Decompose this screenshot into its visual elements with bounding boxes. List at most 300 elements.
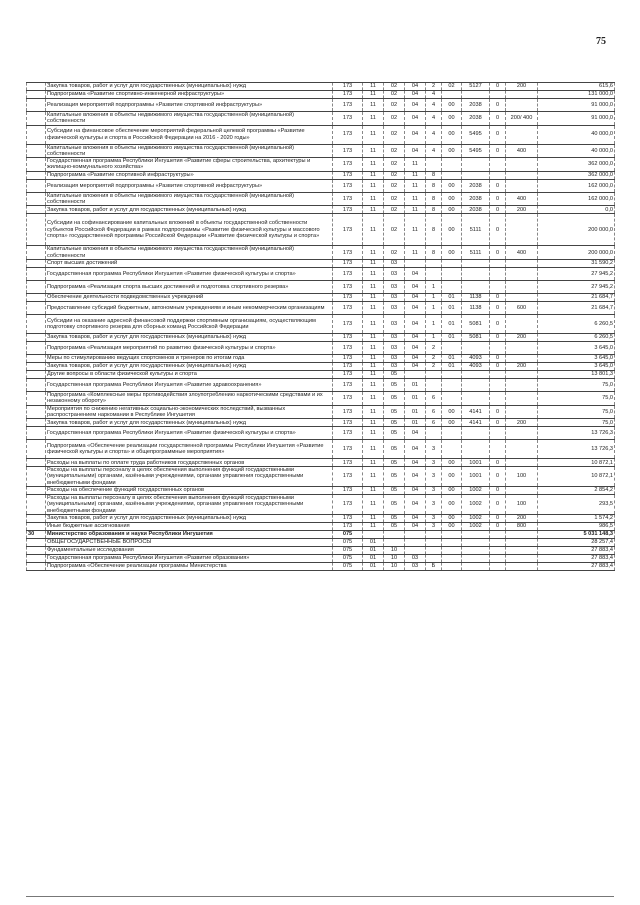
code-ministry: 173 xyxy=(333,427,363,440)
code-program: 04 xyxy=(405,144,426,158)
table-row xyxy=(27,514,615,522)
row-number xyxy=(27,538,46,546)
code-ministry: 173 xyxy=(333,214,363,246)
code-expense-type xyxy=(506,99,538,112)
row-amount: 162 000,0 xyxy=(538,179,615,192)
code-expense-type xyxy=(506,214,538,246)
row-amount: 10 872,1 xyxy=(538,459,615,467)
row-name: Обеспечение деятельности подведомственных учреждений xyxy=(46,293,333,301)
code-ministry: 173 xyxy=(333,246,363,260)
row-number xyxy=(27,158,46,172)
row-name: Капитальные вложения в объекты недвижимого имущества государственной (муниципальной) собственности xyxy=(46,112,333,126)
code-measure xyxy=(442,378,462,391)
code-direction: 2038 xyxy=(462,99,490,112)
code-expense-type: 100 xyxy=(506,495,538,515)
row-amount: 3 645,0 xyxy=(538,354,615,362)
code-ministry: 173 xyxy=(333,293,363,301)
row-amount: 40 000,0 xyxy=(538,144,615,158)
code-expense-type xyxy=(506,179,538,192)
code-measure xyxy=(442,530,462,538)
code-direction xyxy=(462,259,490,267)
code-program: 03 xyxy=(405,554,426,562)
row-number xyxy=(27,522,46,530)
code-ministry: 173 xyxy=(333,522,363,530)
table-row xyxy=(27,206,615,214)
table-row xyxy=(27,546,615,554)
code-section: 11 xyxy=(363,314,384,333)
row-amount: 200 000,0 xyxy=(538,246,615,260)
code-subprogram: 4 xyxy=(426,99,442,112)
code-section: 11 xyxy=(363,427,384,440)
code-section: 11 xyxy=(363,514,384,522)
code-section: 11 xyxy=(363,125,384,144)
code-ministry: 173 xyxy=(333,83,363,91)
table-row xyxy=(27,427,615,440)
code-expense-type: 400 xyxy=(506,192,538,206)
row-name: Министерство образования и науки Республики Ингушетия xyxy=(46,530,333,538)
code-expense-type: 200 xyxy=(506,83,538,91)
code-measure: 00 xyxy=(442,467,462,487)
code-subsection: 05 xyxy=(384,440,405,459)
code-program: 01 xyxy=(405,419,426,427)
code-measure: 00 xyxy=(442,459,462,467)
row-name: Закупка товаров, работ и услуг для государственных (муниципальных) нужд xyxy=(46,514,333,522)
code-subsection: 05 xyxy=(384,419,405,427)
row-number xyxy=(27,546,46,554)
budget-table xyxy=(26,82,615,571)
row-amount: 986,5 xyxy=(538,522,615,530)
code-subsection: 05 xyxy=(384,391,405,405)
code-section: 11 xyxy=(363,495,384,515)
code-direction: 5081 xyxy=(462,333,490,341)
code-ext: 0 xyxy=(490,179,506,192)
code-ext: 0 xyxy=(490,112,506,126)
row-name: Закупка товаров, работ и услуг для государственных (муниципальных) нужд xyxy=(46,419,333,427)
code-program: 04 xyxy=(405,459,426,467)
code-ext: 0 xyxy=(490,144,506,158)
code-ext: 0 xyxy=(490,83,506,91)
code-ext xyxy=(490,562,506,570)
row-name: Закупка товаров, работ и услуг для государственных (муниципальных) нужд xyxy=(46,206,333,214)
code-direction: 2038 xyxy=(462,192,490,206)
code-direction xyxy=(462,91,490,99)
code-measure: 00 xyxy=(442,99,462,112)
table-row xyxy=(27,158,615,172)
row-number xyxy=(27,99,46,112)
code-subsection: 05 xyxy=(384,487,405,495)
code-subsection xyxy=(384,530,405,538)
code-subsection: 02 xyxy=(384,125,405,144)
row-number xyxy=(27,293,46,301)
table-row xyxy=(27,391,615,405)
code-direction: 1002 xyxy=(462,487,490,495)
code-section: 11 xyxy=(363,267,384,280)
code-section: 01 xyxy=(363,562,384,570)
code-subsection: 05 xyxy=(384,378,405,391)
table-row xyxy=(27,144,615,158)
code-expense-type xyxy=(506,91,538,99)
code-subprogram: 2 xyxy=(426,341,442,354)
code-expense-type xyxy=(506,280,538,293)
code-direction xyxy=(462,538,490,546)
code-measure xyxy=(442,341,462,354)
code-program: 04 xyxy=(405,267,426,280)
code-section: 01 xyxy=(363,538,384,546)
row-amount: 91 000,0 xyxy=(538,99,615,112)
table-row xyxy=(27,301,615,314)
code-subprogram: 3 xyxy=(426,440,442,459)
row-name: Расходы на выплаты персоналу в целях обеспечения выполнения функций государственными (муниципальными) органами, казёнными учреждениями, органами управления государственными внебюджетными фондами xyxy=(46,495,333,515)
code-measure: 00 xyxy=(442,419,462,427)
code-program: 01 xyxy=(405,391,426,405)
code-ext xyxy=(490,370,506,378)
code-ext xyxy=(490,91,506,99)
code-subprogram: 1 xyxy=(426,280,442,293)
code-expense-type xyxy=(506,314,538,333)
code-program: 04 xyxy=(405,522,426,530)
row-number: 30 xyxy=(27,530,46,538)
code-section: 11 xyxy=(363,378,384,391)
code-subsection: 05 xyxy=(384,495,405,515)
row-name: Подпрограмма «Обеспечение реализации государственной программы Республики Ингушетия «Развитие физической культуры и спорта» и общепрограммные мероприятия» xyxy=(46,440,333,459)
code-program: 04 xyxy=(405,333,426,341)
code-ext: 0 xyxy=(490,314,506,333)
code-direction: 2038 xyxy=(462,179,490,192)
code-ext: 0 xyxy=(490,206,506,214)
code-subsection: 05 xyxy=(384,427,405,440)
code-direction: 1138 xyxy=(462,293,490,301)
row-name: Субсидии на оказание адресной финансовой поддержки спортивным организациям, осуществляющим подготовку спортивного резерва для сборных команд Российской Федерации xyxy=(46,314,333,333)
code-ext: 0 xyxy=(490,362,506,370)
row-name: Подпрограмма «Обеспечение реализации программы Министерства xyxy=(46,562,333,570)
code-measure: 01 xyxy=(442,314,462,333)
code-direction: 5111 xyxy=(462,246,490,260)
code-subsection: 03 xyxy=(384,259,405,267)
code-subsection: 03 xyxy=(384,362,405,370)
code-program xyxy=(405,538,426,546)
code-measure: 00 xyxy=(442,514,462,522)
row-name: Подпрограмма «Развитие спортивно-инженерной инфраструктуры» xyxy=(46,91,333,99)
table-body xyxy=(27,83,615,571)
row-number xyxy=(27,267,46,280)
row-amount: 27 883,4 xyxy=(538,554,615,562)
table-row xyxy=(27,378,615,391)
code-section: 11 xyxy=(363,459,384,467)
table-row xyxy=(27,179,615,192)
code-subprogram: 6 xyxy=(426,405,442,419)
code-ext xyxy=(490,546,506,554)
code-measure: 00 xyxy=(442,125,462,144)
code-measure xyxy=(442,370,462,378)
code-expense-type: 200 xyxy=(506,514,538,522)
code-subsection: 03 xyxy=(384,314,405,333)
code-direction xyxy=(462,378,490,391)
row-amount: 162 000,0 xyxy=(538,192,615,206)
code-ministry: 173 xyxy=(333,378,363,391)
code-program: 01 xyxy=(405,378,426,391)
table-row xyxy=(27,214,615,246)
code-subsection: 02 xyxy=(384,144,405,158)
code-section: 11 xyxy=(363,280,384,293)
code-measure: 00 xyxy=(442,206,462,214)
table-row xyxy=(27,333,615,341)
code-expense-type xyxy=(506,562,538,570)
code-section: 11 xyxy=(363,158,384,172)
code-ext: 0 xyxy=(490,514,506,522)
code-measure: 00 xyxy=(442,522,462,530)
code-program: 04 xyxy=(405,301,426,314)
code-direction xyxy=(462,370,490,378)
code-expense-type xyxy=(506,267,538,280)
code-ext xyxy=(490,530,506,538)
code-program: 11 xyxy=(405,246,426,260)
code-subprogram: 2 xyxy=(426,83,442,91)
code-subsection: 03 xyxy=(384,301,405,314)
code-measure: 01 xyxy=(442,333,462,341)
code-measure xyxy=(442,562,462,570)
code-program xyxy=(405,530,426,538)
code-section: 11 xyxy=(363,99,384,112)
code-ext: 0 xyxy=(490,293,506,301)
row-amount: 27 945,2 xyxy=(538,280,615,293)
row-number xyxy=(27,259,46,267)
row-number xyxy=(27,370,46,378)
table-row xyxy=(27,459,615,467)
code-direction: 4141 xyxy=(462,405,490,419)
row-name: Капитальные вложения в объекты недвижимого имущества государственной (муниципальной) собственности xyxy=(46,192,333,206)
code-ministry: 075 xyxy=(333,562,363,570)
code-ext: 0 xyxy=(490,333,506,341)
code-ministry: 173 xyxy=(333,391,363,405)
code-expense-type xyxy=(506,158,538,172)
code-subprogram: 3 xyxy=(426,495,442,515)
code-subprogram: 8 xyxy=(426,179,442,192)
code-subsection: 10 xyxy=(384,546,405,554)
code-section: 11 xyxy=(363,522,384,530)
code-expense-type xyxy=(506,391,538,405)
code-direction xyxy=(462,341,490,354)
code-expense-type xyxy=(506,341,538,354)
code-subprogram: 2 xyxy=(426,354,442,362)
table-row xyxy=(27,293,615,301)
code-ext: 0 xyxy=(490,487,506,495)
code-ministry: 173 xyxy=(333,171,363,179)
row-amount: 5 031 148,3 xyxy=(538,530,615,538)
code-measure: 00 xyxy=(442,246,462,260)
code-section: 11 xyxy=(363,419,384,427)
code-measure xyxy=(442,259,462,267)
code-ministry: 173 xyxy=(333,267,363,280)
code-ext: 0 xyxy=(490,459,506,467)
code-program: 04 xyxy=(405,495,426,515)
table-row xyxy=(27,171,615,179)
code-expense-type xyxy=(506,459,538,467)
code-direction: 5127 xyxy=(462,83,490,91)
code-subprogram xyxy=(426,158,442,172)
row-amount: 13 726,3 xyxy=(538,427,615,440)
row-name: Субсидии на финансовое обеспечение мероприятий федеральной целевой программы «Развитие физической культуры и спорта в Российской Федерации на 2016 - 2020 годы» xyxy=(46,125,333,144)
code-ministry: 173 xyxy=(333,419,363,427)
table-row xyxy=(27,192,615,206)
code-subprogram: 8 xyxy=(426,206,442,214)
code-subsection: 05 xyxy=(384,514,405,522)
table-row xyxy=(27,83,615,91)
row-name: Иные бюджетные ассигнования xyxy=(46,522,333,530)
code-program: 01 xyxy=(405,405,426,419)
code-program: 04 xyxy=(405,362,426,370)
code-section: 11 xyxy=(363,192,384,206)
code-subprogram xyxy=(426,378,442,391)
row-amount: 75,0 xyxy=(538,378,615,391)
table-row xyxy=(27,487,615,495)
code-section xyxy=(363,530,384,538)
code-section: 11 xyxy=(363,112,384,126)
row-amount: 28 257,4 xyxy=(538,538,615,546)
code-ext xyxy=(490,341,506,354)
code-direction: 1001 xyxy=(462,459,490,467)
code-direction: 1002 xyxy=(462,522,490,530)
code-measure xyxy=(442,267,462,280)
row-name: Государственная программа Республики Ингушетия «Развитие сферы строительства, архитектуры и жилищно-коммунального хозяйства» xyxy=(46,158,333,172)
row-name: Расходы на выплаты по оплате труда работников государственных органов xyxy=(46,459,333,467)
table-row xyxy=(27,467,615,487)
code-ministry: 173 xyxy=(333,91,363,99)
table-row xyxy=(27,341,615,354)
code-expense-type: 800 xyxy=(506,522,538,530)
code-ext xyxy=(490,158,506,172)
code-program xyxy=(405,370,426,378)
code-expense-type: 200/ 400 xyxy=(506,112,538,126)
page-number: 75 xyxy=(596,36,606,47)
code-subsection: 03 xyxy=(384,341,405,354)
code-section: 11 xyxy=(363,214,384,246)
code-program xyxy=(405,546,426,554)
code-section: 11 xyxy=(363,440,384,459)
row-number xyxy=(27,354,46,362)
code-subprogram xyxy=(426,259,442,267)
code-section: 11 xyxy=(363,405,384,419)
code-subsection: 03 xyxy=(384,280,405,293)
row-name: Другие вопросы в области физической культуры и спорта xyxy=(46,370,333,378)
code-subprogram: 6 xyxy=(426,391,442,405)
code-ministry: 075 xyxy=(333,538,363,546)
row-amount: 0,0 xyxy=(538,206,615,214)
code-section: 11 xyxy=(363,179,384,192)
code-section: 11 xyxy=(363,91,384,99)
code-section: 11 xyxy=(363,293,384,301)
code-direction: 1138 xyxy=(462,301,490,314)
row-amount: 3 645,0 xyxy=(538,362,615,370)
code-direction xyxy=(462,158,490,172)
code-subsection: 02 xyxy=(384,192,405,206)
code-ext xyxy=(490,538,506,546)
code-subprogram: 1 xyxy=(426,301,442,314)
code-expense-type xyxy=(506,171,538,179)
row-number xyxy=(27,362,46,370)
row-number xyxy=(27,378,46,391)
code-subsection: 02 xyxy=(384,214,405,246)
row-number xyxy=(27,562,46,570)
table-row xyxy=(27,530,615,538)
row-name: Подпрограмма «Развитие спортивной инфраструктуры» xyxy=(46,171,333,179)
code-direction xyxy=(462,391,490,405)
code-ministry: 075 xyxy=(333,530,363,538)
code-measure xyxy=(442,280,462,293)
row-amount: 21 684,7 xyxy=(538,301,615,314)
code-ext xyxy=(490,427,506,440)
code-ext: 0 xyxy=(490,522,506,530)
code-ext xyxy=(490,440,506,459)
code-direction: 5495 xyxy=(462,125,490,144)
code-section: 11 xyxy=(363,333,384,341)
row-name: Государственная программа Республики Ингушетия «Развитие физической культуры и спорта» xyxy=(46,427,333,440)
code-subprogram: 8 xyxy=(426,246,442,260)
code-direction: 5081 xyxy=(462,314,490,333)
code-subprogram: 4 xyxy=(426,125,442,144)
code-ministry: 173 xyxy=(333,459,363,467)
row-number xyxy=(27,206,46,214)
row-amount: 13 726,3 xyxy=(538,440,615,459)
row-number xyxy=(27,125,46,144)
code-program: 04 xyxy=(405,314,426,333)
code-program: 04 xyxy=(405,293,426,301)
code-direction xyxy=(462,554,490,562)
code-ministry: 173 xyxy=(333,467,363,487)
code-ext: 0 xyxy=(490,419,506,427)
code-subprogram: 2 xyxy=(426,362,442,370)
code-section: 11 xyxy=(363,259,384,267)
code-expense-type xyxy=(506,427,538,440)
code-subprogram: 4 xyxy=(426,91,442,99)
code-program: 11 xyxy=(405,192,426,206)
row-name: Капитальные вложения в объекты недвижимого имущества государственной (муниципальной) собственности xyxy=(46,246,333,260)
code-program: 04 xyxy=(405,341,426,354)
code-measure: 00 xyxy=(442,495,462,515)
code-ext: 0 xyxy=(490,246,506,260)
code-subsection: 02 xyxy=(384,158,405,172)
code-direction: 4093 xyxy=(462,362,490,370)
row-name: Капитальные вложения в объекты недвижимого имущества государственной (муниципальной) собственности xyxy=(46,144,333,158)
code-ministry: 173 xyxy=(333,206,363,214)
code-section: 11 xyxy=(363,206,384,214)
row-amount: 2 854,2 xyxy=(538,487,615,495)
code-expense-type: 200 xyxy=(506,419,538,427)
code-ext: 0 xyxy=(490,125,506,144)
table-row xyxy=(27,314,615,333)
code-section: 01 xyxy=(363,546,384,554)
code-subprogram xyxy=(426,554,442,562)
row-name: Закупка товаров, работ и услуг для государственных (муниципальных) нужд xyxy=(46,83,333,91)
code-section: 11 xyxy=(363,370,384,378)
code-ministry: 173 xyxy=(333,99,363,112)
table-row xyxy=(27,538,615,546)
code-subsection: 02 xyxy=(384,112,405,126)
row-number xyxy=(27,83,46,91)
code-program: 04 xyxy=(405,467,426,487)
code-measure xyxy=(442,171,462,179)
code-subprogram xyxy=(426,370,442,378)
code-ext: 0 xyxy=(490,354,506,362)
code-program xyxy=(405,259,426,267)
code-subsection: 02 xyxy=(384,99,405,112)
row-amount: 615,6 xyxy=(538,83,615,91)
code-program: 04 xyxy=(405,354,426,362)
code-subsection: 02 xyxy=(384,206,405,214)
code-expense-type xyxy=(506,370,538,378)
code-subsection: 02 xyxy=(384,91,405,99)
code-subsection: 05 xyxy=(384,405,405,419)
row-name: Подпрограмма «Комплексные меры противодействия злоупотреблению наркотическими средствами и их незаконному обороту» xyxy=(46,391,333,405)
